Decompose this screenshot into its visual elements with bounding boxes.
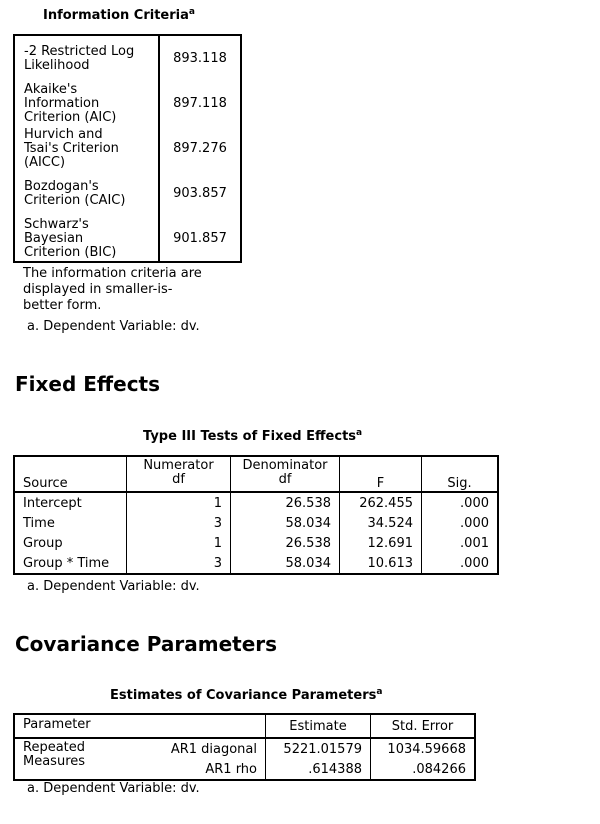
cell-source: Intercept [23,495,82,511]
cell-denominator-df: 26.538 [231,492,340,513]
table-row [14,738,475,759]
cell-denominator-df: 58.034 [231,553,340,574]
fixed-effects-footnote: a. Dependent Variable: dv. [27,579,200,594]
table-row [14,492,498,513]
cell-numerator-df: 3 [127,553,231,574]
table-row [14,513,498,533]
fixed-effects-table [13,455,499,575]
cell-numerator-df: 3 [127,513,231,533]
row-label: Akaike's Information Criterion (AIC) [24,81,117,125]
header-sig: Sig. [422,456,499,492]
info-criteria-title: Information Criteria$^a$ [43,7,195,23]
table-row [14,533,498,553]
cell-std-error: .084266 [371,759,476,780]
cell-group-label: Repeated Measures [23,740,86,769]
table-row [14,216,241,262]
covariance-heading: Covariance Parameters [15,632,278,656]
row-label: Hurvich and Tsai's Criterion (AICC) [24,126,119,170]
row-value: 893.118 [159,35,241,81]
header-f: F [340,456,422,492]
cell-f: 34.524 [340,513,422,533]
covariance-footnote: a. Dependent Variable: dv. [27,781,200,796]
header-numerator-df: Numerator df [127,456,231,492]
cell-parameter: AR1 rho [205,761,257,777]
fixed-effects-heading: Fixed Effects [15,372,161,396]
row-value: 897.276 [159,126,241,171]
header-estimate: Estimate [266,714,371,738]
cell-parameter: AR1 diagonal [170,741,257,757]
table-row [14,81,241,126]
cell-source: Group [23,535,63,551]
row-value: 897.118 [159,81,241,126]
cell-numerator-df: 1 [127,533,231,553]
cell-source: Group * Time [23,555,110,571]
header-source: Source [14,456,127,492]
cell-std-error: 1034.59668 [371,738,476,759]
row-label: -2 Restricted Log Likelihood [24,43,135,73]
covariance-table [13,713,476,781]
table-header-row [14,714,475,738]
row-label: Schwarz's Bayesian Criterion (BIC) [24,216,117,260]
header-denominator-df: Denominator df [231,456,340,492]
header-std-error: Std. Error [371,714,476,738]
cell-f: 10.613 [340,553,422,574]
cell-source: Time [23,515,55,531]
covariance-table-title: Estimates of Covariance Parameters$^a$ [110,687,383,703]
table-header-row [14,456,498,492]
row-label: Bozdogan's Criterion (CAIC) [24,178,126,208]
cell-f: 12.691 [340,533,422,553]
cell-estimate: .614388 [266,759,371,780]
header-parameter: Parameter [14,714,266,738]
table-row [14,126,241,171]
fixed-effects-table-title: Type III Tests of Fixed Effects$^a$ [143,428,363,444]
cell-sig: .000 [422,492,499,513]
cell-denominator-df: 26.538 [231,533,340,553]
cell-estimate: 5221.01579 [266,738,371,759]
table-row [14,171,241,216]
cell-f: 262.455 [340,492,422,513]
row-value: 903.857 [159,171,241,216]
info-criteria-footnote: a. Dependent Variable: dv. [27,319,200,334]
table-row [14,553,498,574]
cell-numerator-df: 1 [127,492,231,513]
info-criteria-table [13,34,242,263]
table-row [14,35,241,81]
row-value: 901.857 [159,216,241,262]
cell-denominator-df: 58.034 [231,513,340,533]
cell-sig: .001 [422,533,499,553]
cell-sig: .000 [422,553,499,574]
cell-sig: .000 [422,513,499,533]
info-criteria-note: The information criteria are displayed in smaller-is- better form. [23,266,202,313]
